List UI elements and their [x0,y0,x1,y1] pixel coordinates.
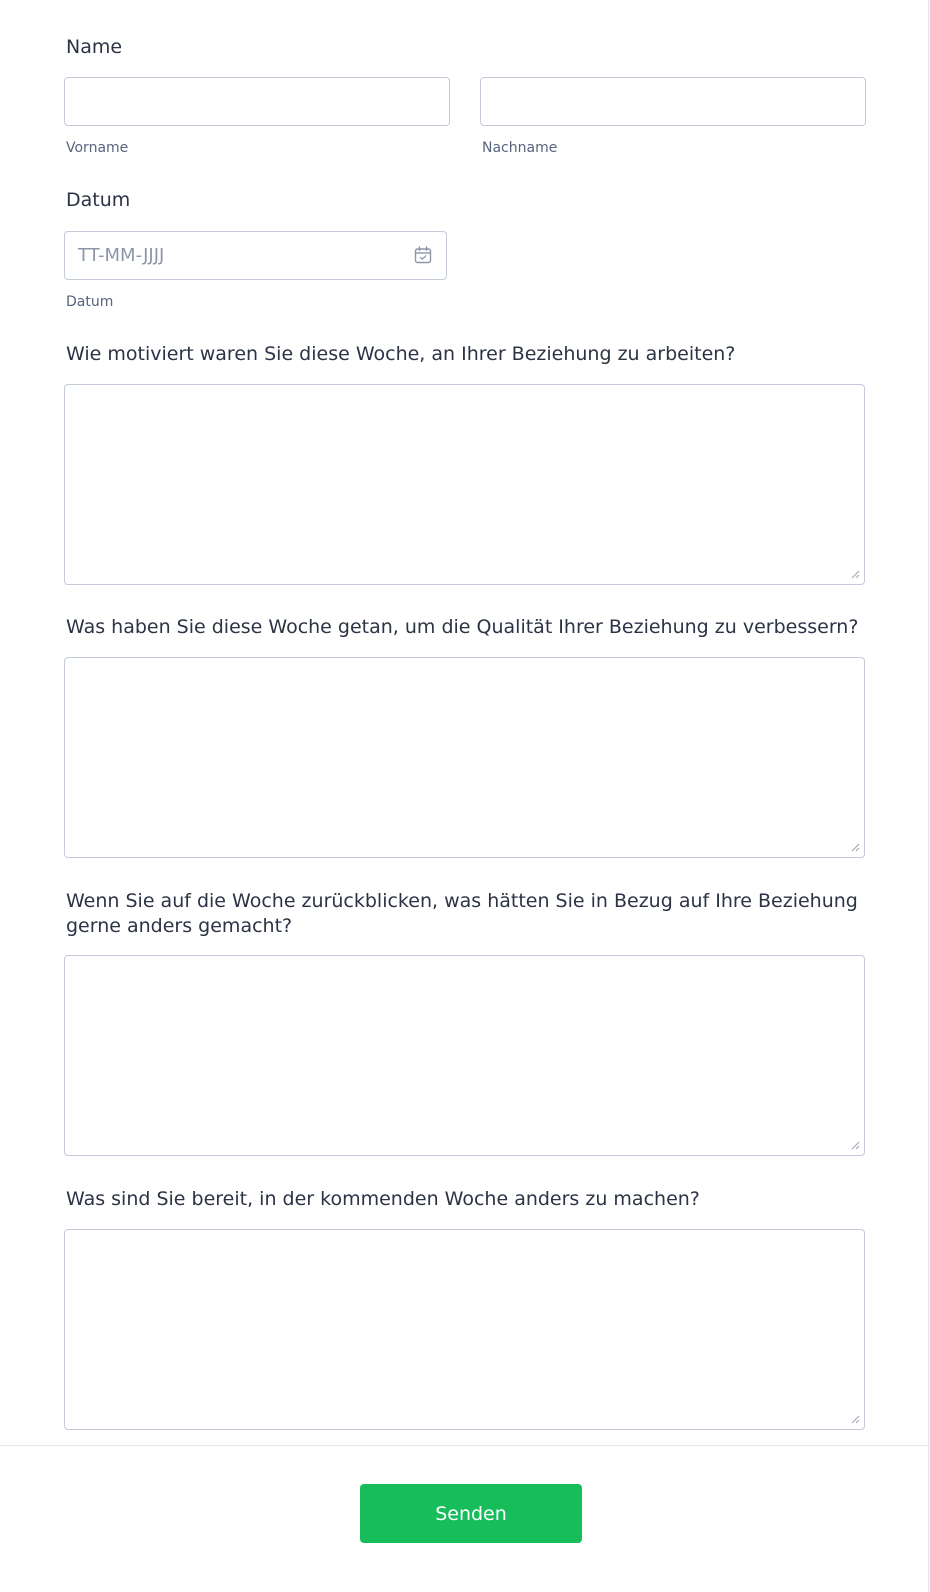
resize-handle-icon[interactable] [851,1141,860,1150]
first-name-input[interactable] [64,77,450,126]
question-1-label: Wie motiviert waren Sie diese Woche, an Ihrer Beziehung zu arbeiten? [66,343,736,365]
first-name-sublabel: Vorname [66,140,129,156]
question-3-textarea[interactable] [64,955,865,1156]
footer-divider [0,1445,929,1446]
resize-handle-icon[interactable] [851,843,860,852]
last-name-sublabel: Nachname [482,140,558,156]
date-label: Datum [66,189,131,211]
calendar-icon[interactable] [414,246,432,264]
name-label: Name [66,36,123,58]
resize-handle-icon[interactable] [851,1415,860,1424]
date-sublabel: Datum [66,294,114,310]
question-3-label: Wenn Sie auf die Woche zurückblicken, was hätten Sie in Bezug auf Ihre Beziehung gerne anders gemacht? [66,890,858,937]
resize-handle-icon[interactable] [851,570,860,579]
date-field[interactable] [64,231,447,280]
last-name-input[interactable] [480,77,866,126]
question-4-label: Was sind Sie bereit, in der kommenden Woche anders zu machen? [66,1188,700,1210]
date-input[interactable] [78,232,388,279]
submit-button[interactable]: Senden [360,1484,582,1543]
question-1-textarea[interactable] [64,384,865,585]
question-4-textarea[interactable] [64,1229,865,1430]
question-2-textarea[interactable] [64,657,865,858]
question-2-label: Was haben Sie diese Woche getan, um die Qualität Ihrer Beziehung zu verbessern? [66,616,859,638]
